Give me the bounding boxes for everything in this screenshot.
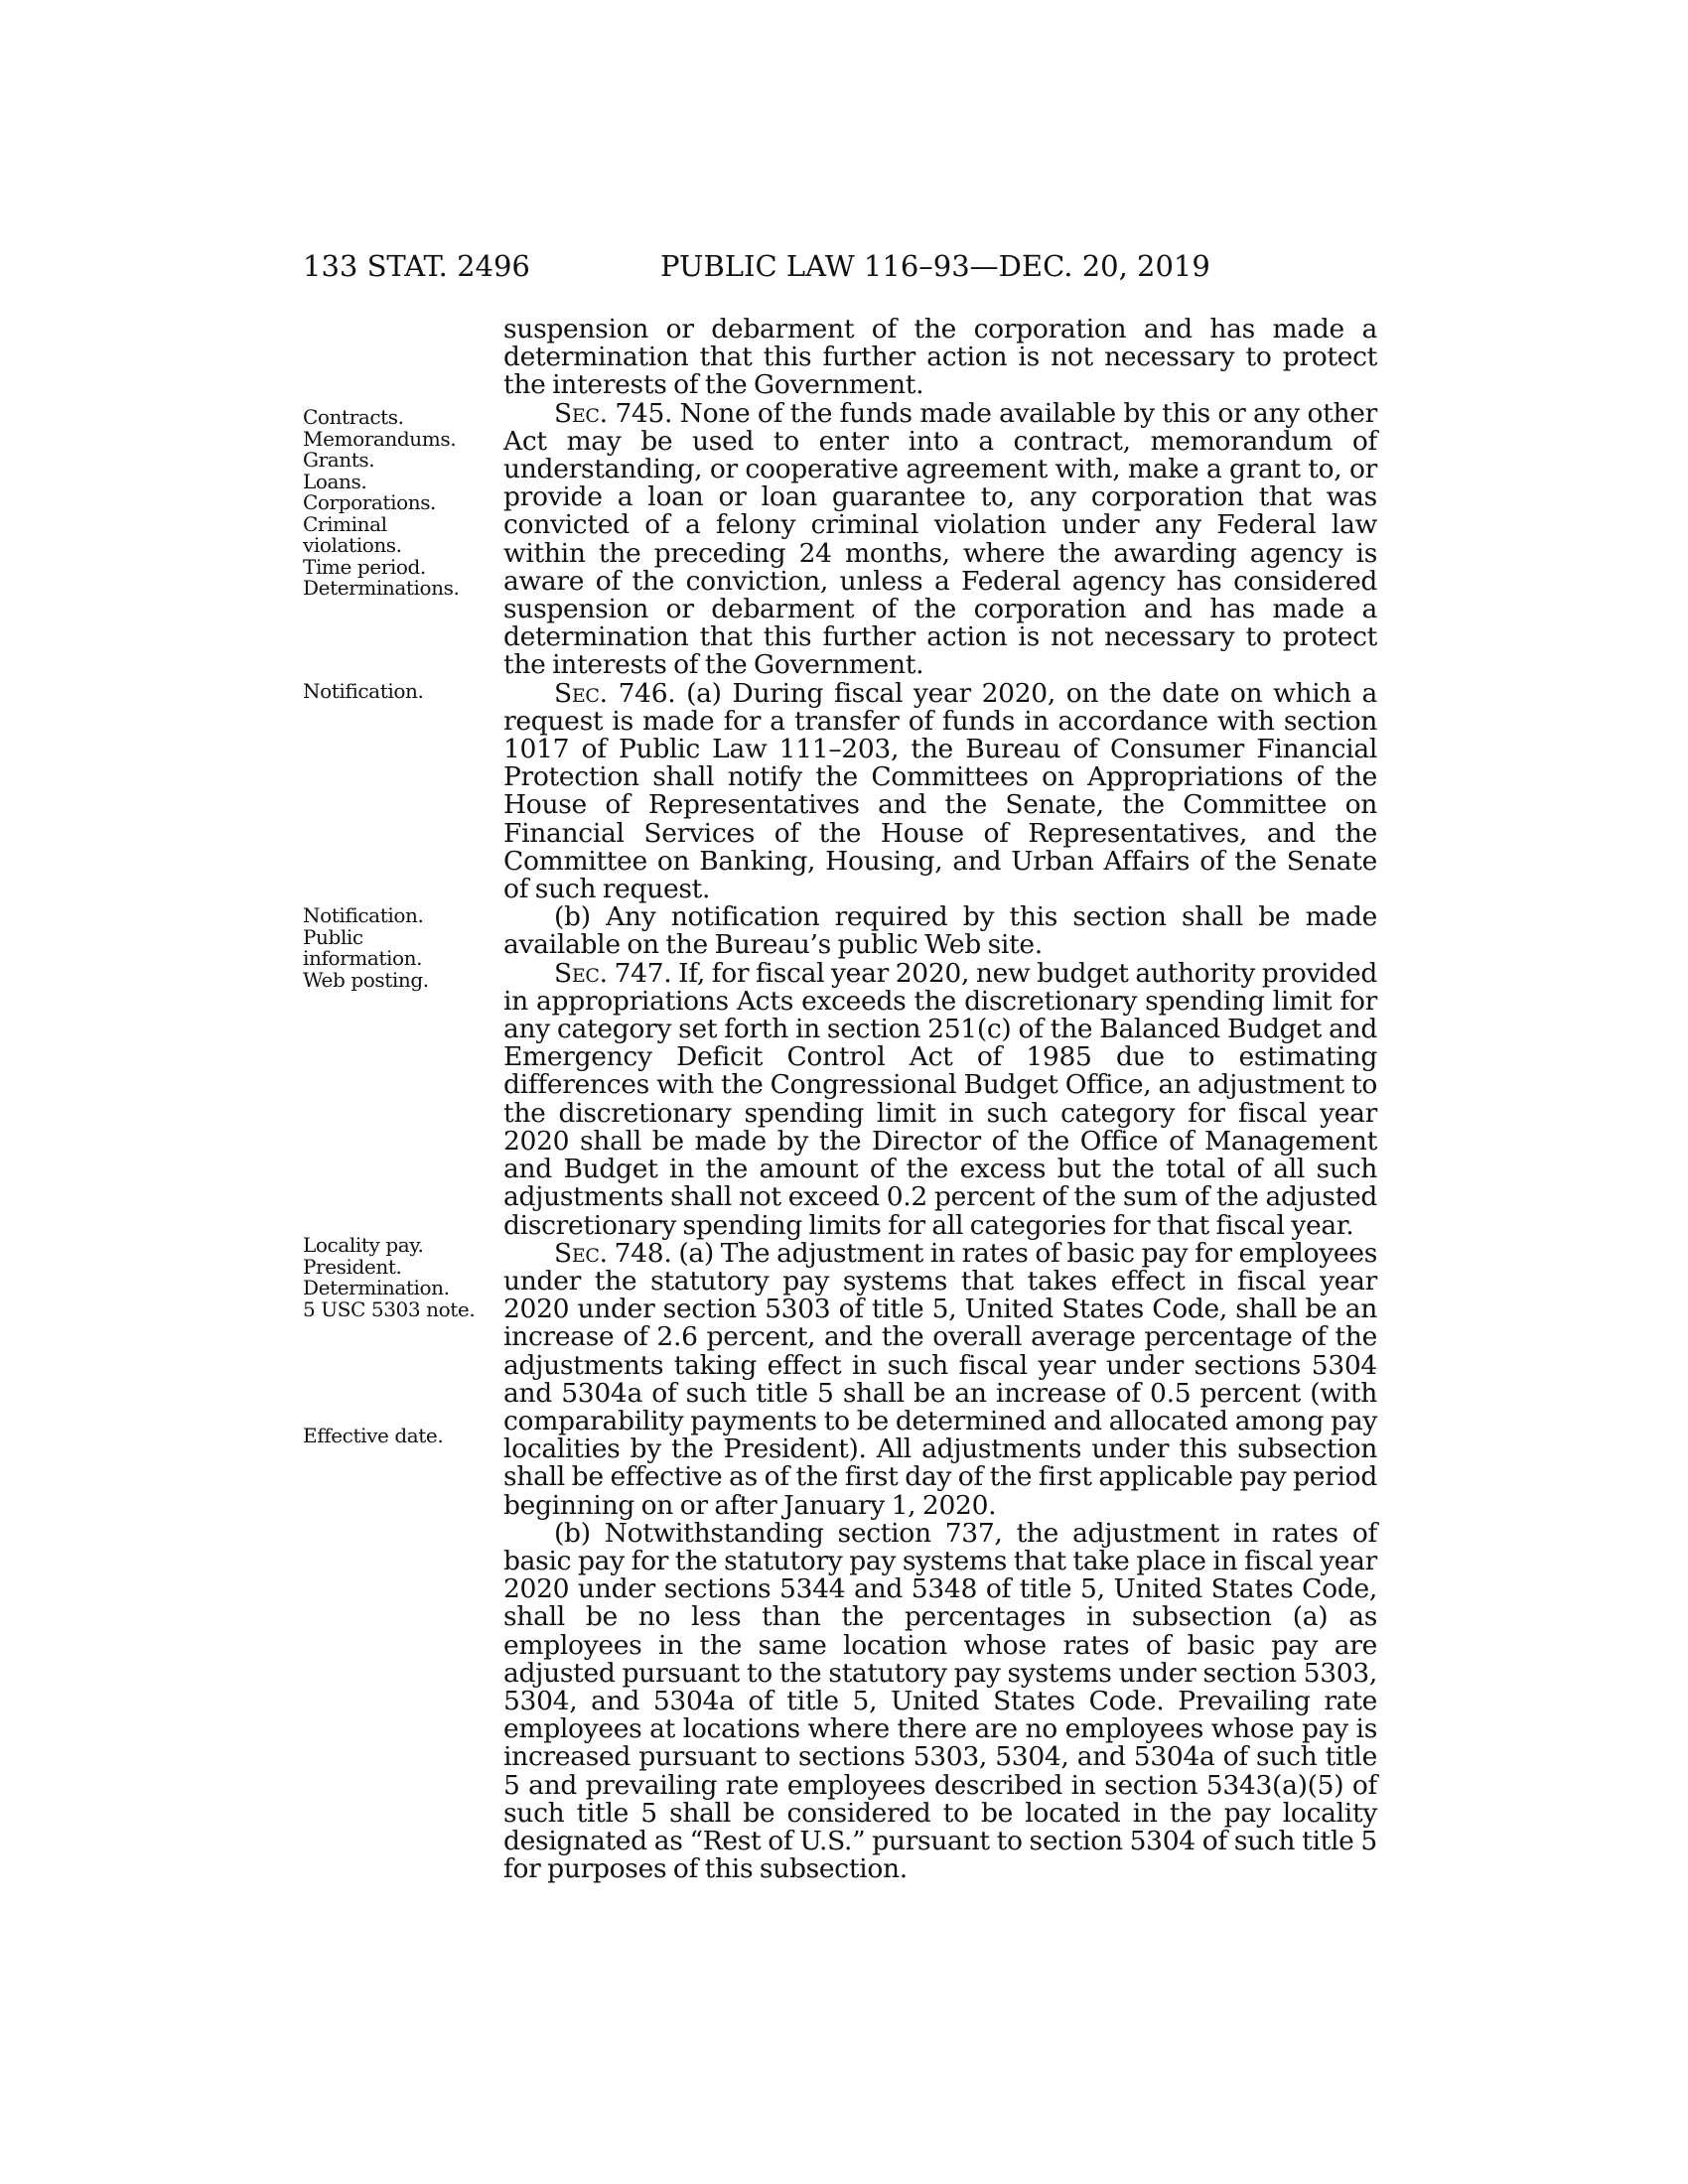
section-label: Sec. [554,1237,608,1269]
margin-note-line: Determinations. [303,576,460,600]
margin-note-line: violations. [303,533,402,557]
margin-note-line: Contracts. [303,405,404,429]
statute-body [503,316,1377,1883]
margin-note-line: Time period. [303,554,426,579]
public-law-title: PUBLIC LAW 116–93—DEC. 20, 2019 [660,249,1210,283]
paragraph-sec-747: Sec. 747. If, for fiscal year 2020, new budget authority provided in appropriations Acts exceeds the discretionary spending limit for any category set forth in section 251(c) of the Balanced Budget and Emergency Deficit Control Act of 1985 due to estimating differences with the Congressional Budget Office, an adjustment to the discretionary spending limit in such category for fiscal year 2020 shall be made by the Director of the Office of Management and Budget in the amount of the excess but the total of all such adjustments shall not exceed 0.2 percent of the sum of the adjusted discretionary spending limits for all categories for that fiscal year. [503,957,1377,1241]
paragraph-sec-746a: Sec. 746. (a) During fiscal year 2020, on the date on which a request is made for a transfer of funds in accordance with section 1017 of Public Law 111–203, the Bureau of Consumer Financial Protection shall notify the Committees on Appropriations of the House of Representatives and the Senate, the Committee on Financial Services of the House of Representatives, and the Committee on Banking, Housing, and Urban Affairs of the Senate of such request. [503,677,1377,905]
margin-note-sec746a [303,681,501,703]
paragraph-sec-745: Sec. 745. None of the funds made available by this or any other Act may be used to enter into a contract, memorandum of understanding, or cooperative agreement with, make a grant to, or provide a loan or loan guarantee to, any corporation that was convicted of a felony criminal violation under any Federal law within the preceding 24 months, where the awarding agency is aware of the conviction, unless a Federal agency has considered suspension or debarment of the corporation and has made a determination that this further action is not necessary to protect the interests of the Government. [503,397,1377,681]
margin-note-sec745 [303,407,501,600]
margin-note-line: Loans. [303,469,367,493]
margin-note-line: Criminal [303,511,387,536]
margin-note-line: Effective date. [303,1424,444,1447]
margin-note-line: Public [303,924,363,949]
margin-note-line: Grants. [303,448,375,472]
margin-note-line: Corporations. [303,490,437,514]
margin-note-sec746b [303,905,501,991]
margin-note-line: Notification. [303,903,424,927]
section-label: Sec. [554,397,608,429]
section-label: Sec. [554,957,608,989]
paragraph-sec-748b: (b) Notwithstanding section 737, the adjustment in rates of basic pay for the statutory pay systems that take place in fiscal year 2020 under sections 5344 and 5348 of title 5, United States Code, shall be no less than the percentages in subsection (a) as employees in the same location whose rates of basic pay are adjusted pursuant to the statutory pay systems under section 5303, 5304, and 5304a of title 5, United States Code. Prevailing rate employees at locations where there are no employees whose pay is increased pursuant to sections 5303, 5304, and 5304a of such title 5 and prevailing rate employees described in section 5343(a)(5) of such title 5 shall be considered to be located in the pay locality designated as “Rest of U.S.” pursuant to section 5304 of such title 5 for purposes of this subsection. [503,1517,1377,1885]
paragraph-continuation: suspension or debarment of the corporation and has made a determination that this further action is not necessary to protect the interests of the Government. [503,314,1377,401]
section-label: Sec. [554,677,608,709]
margin-note-line: Locality pay. [303,1233,424,1257]
margin-note-line: 5 USC 5303 note. [303,1297,476,1321]
margin-note-sec748 [303,1235,501,1320]
paragraph-sec-748a: Sec. 748. (a) The adjustment in rates of basic pay for employees under the statutory pay systems that takes effect in fiscal year 2020 under section 5303 of title 5, United States Code, shall be an increase of 2.6 percent, and the overall average percentage of the adjustments taking effect in such fiscal year under sections 5304 and 5304a of such title 5 shall be an increase of 0.5 percent (with comparability payments to be determined and allocated among pay localities by the President). All adjustments under this subsection shall be effective as of the first day of the first applicable pay period beginning on or after January 1, 2020. [503,1237,1377,1521]
margin-note-line: Determination. [303,1276,450,1299]
margin-note-line: Web posting. [303,967,429,992]
margin-note-line: President. [303,1254,402,1279]
margin-note-line: information. [303,946,423,970]
stat-citation: 133 STAT. 2496 [303,249,530,283]
page-header [303,246,1365,286]
margin-note-line: Notification. [303,679,424,703]
margin-note-effective-date [303,1426,501,1447]
margin-note-line: Memorandums. [303,426,457,451]
paragraph-sec-746b: (b) Any notification required by this section shall be made available on the Bureau’s public Web site. [503,901,1377,961]
